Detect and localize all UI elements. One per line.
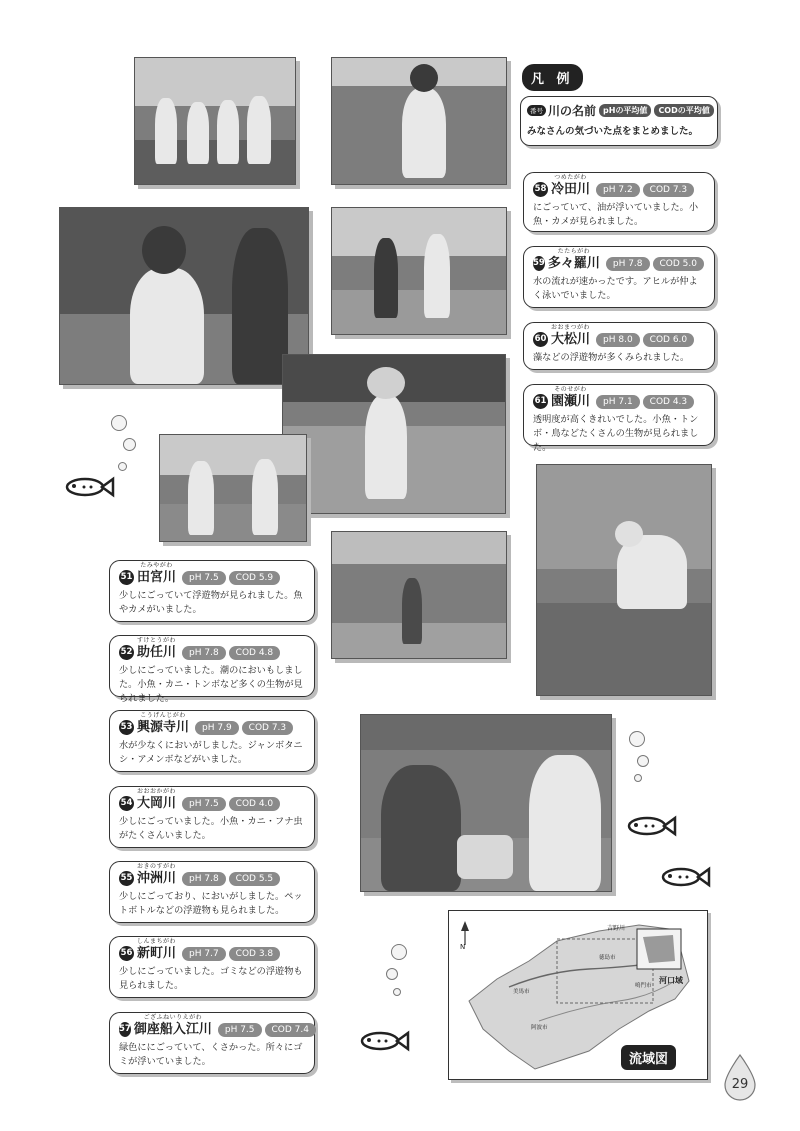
map-label-town-a: 徳島市 bbox=[599, 955, 616, 961]
bubble-icon bbox=[629, 731, 645, 747]
cod-badge: COD 4.3 bbox=[643, 395, 694, 409]
cod-badge: COD 5.9 bbox=[229, 571, 280, 585]
ph-badge: pH 7.8 bbox=[606, 257, 650, 271]
river-description: 少しにごっており、においがしました。ペットボトルなどの浮遊物も見られました。 bbox=[119, 891, 303, 916]
cod-badge: COD 3.8 bbox=[229, 947, 280, 961]
river-number: 61 bbox=[533, 394, 548, 409]
bubble-icon bbox=[386, 968, 398, 980]
river-card-55 bbox=[109, 861, 315, 923]
cod-badge: COD 7.4 bbox=[265, 1023, 316, 1037]
fish-icon bbox=[627, 814, 677, 838]
river-description: 水の流れが速かったです。アヒルが仲よく泳いでいました。 bbox=[533, 276, 698, 301]
river-number: 53 bbox=[119, 720, 134, 735]
legend-number-tag: 番号 bbox=[527, 105, 546, 116]
map-label-town-b: 鳴門市 bbox=[635, 983, 652, 989]
bubble-icon bbox=[123, 438, 136, 451]
fish-icon bbox=[661, 865, 711, 889]
legend-cod-label: CODの平均値 bbox=[654, 104, 713, 117]
river-name: 沖洲川 bbox=[137, 871, 177, 886]
bubble-icon bbox=[391, 944, 407, 960]
cod-badge: COD 7.3 bbox=[242, 721, 293, 735]
river-name: 冷田川 bbox=[551, 182, 591, 197]
photo-group-stairs bbox=[134, 57, 296, 185]
river-number: 58 bbox=[533, 182, 548, 197]
river-ruby: おおまつがわ bbox=[551, 324, 591, 331]
bubble-icon bbox=[634, 774, 642, 782]
photo-two-on-path bbox=[331, 207, 507, 335]
river-description: 少しにごっていました。小魚・カニ・フナ虫がたくさんいました。 bbox=[119, 816, 303, 841]
cod-badge: COD 6.0 bbox=[643, 333, 694, 347]
ph-badge: pH 7.2 bbox=[596, 183, 640, 197]
cod-badge: COD 4.0 bbox=[229, 797, 280, 811]
river-number: 55 bbox=[119, 871, 134, 886]
map-label-north: N bbox=[460, 943, 466, 951]
bubble-icon bbox=[637, 755, 649, 767]
photo-man-rocks bbox=[536, 464, 712, 696]
river-name: 新町川 bbox=[137, 946, 177, 961]
river-ruby: しんまちがわ bbox=[137, 938, 177, 945]
ph-badge: pH 7.5 bbox=[182, 571, 226, 585]
river-number: 51 bbox=[119, 570, 134, 585]
river-card-61 bbox=[523, 384, 715, 453]
river-description: 緑色ににごっていて、くさかった。所々にゴミが浮いていました。 bbox=[119, 1042, 303, 1067]
ph-badge: pH 7.9 bbox=[195, 721, 239, 735]
river-ruby: こうげんじがわ bbox=[140, 712, 186, 719]
cod-badge: COD 7.3 bbox=[643, 183, 694, 197]
cod-badge: COD 4.8 bbox=[229, 646, 280, 660]
bubble-icon bbox=[118, 462, 127, 471]
legend-river-name: 川の名前 bbox=[548, 104, 597, 118]
river-description: 少しにごっていました。潮のにおいもしました。小魚・カニ・トンボなど多くの生物が見られました。 bbox=[119, 665, 303, 704]
river-name: 興源寺川 bbox=[137, 720, 190, 735]
page-number-drop bbox=[722, 1053, 758, 1101]
river-description: 少しにごっていて浮遊物が見られました。魚やカメがいました。 bbox=[119, 590, 303, 615]
photo-adults-car bbox=[159, 434, 307, 542]
river-card-51 bbox=[109, 560, 315, 622]
river-name: 多々羅川 bbox=[547, 256, 600, 271]
ph-badge: pH 7.5 bbox=[218, 1023, 262, 1037]
river-card-54 bbox=[109, 786, 315, 848]
page-number: 29 bbox=[731, 1077, 749, 1092]
river-name: 助任川 bbox=[137, 645, 177, 660]
ph-badge: pH 7.8 bbox=[182, 646, 226, 660]
map-label-town-c: 美馬市 bbox=[513, 989, 530, 995]
legend-box bbox=[520, 96, 718, 146]
river-name: 園瀬川 bbox=[551, 394, 591, 409]
river-description: 少しにごっていました。ゴミなどの浮遊物も見られました。 bbox=[119, 966, 303, 991]
river-number: 56 bbox=[119, 946, 134, 961]
river-description: にごっていて、油が浮いていました。小魚・カメが見られました。 bbox=[533, 202, 699, 227]
river-ruby: つめたがわ bbox=[554, 174, 587, 181]
river-ruby: おおおかがわ bbox=[137, 788, 177, 795]
river-description: 水が少なくにおいがしました。ジャンボタニシ・アメンボなどがいました。 bbox=[119, 740, 303, 765]
river-card-52 bbox=[109, 635, 315, 704]
legend-ph-label: pHの平均値 bbox=[599, 104, 651, 117]
river-ruby: すけとうがわ bbox=[137, 637, 177, 644]
river-name: 大松川 bbox=[551, 332, 591, 347]
map-label-kawaguchi: 河口域 bbox=[659, 976, 683, 985]
map-title: 流域図 bbox=[621, 1045, 676, 1070]
river-card-60 bbox=[523, 322, 715, 370]
fish-icon bbox=[65, 475, 115, 499]
cod-badge: COD 5.5 bbox=[229, 872, 280, 886]
river-name: 御座船入江川 bbox=[133, 1022, 212, 1037]
fish-icon bbox=[360, 1029, 410, 1053]
bubble-icon bbox=[111, 415, 127, 431]
photo-girls-bucket bbox=[360, 714, 612, 892]
river-ruby: ござふねいりえがわ bbox=[143, 1014, 203, 1021]
river-ruby: たみやがわ bbox=[140, 562, 173, 569]
photo-boy-riverbank bbox=[331, 531, 507, 659]
river-name: 田宮川 bbox=[137, 570, 177, 585]
river-number: 54 bbox=[119, 796, 134, 811]
river-ruby: たたらがわ bbox=[557, 248, 591, 255]
ph-badge: pH 7.7 bbox=[182, 947, 226, 961]
river-description: 透明度が高くきれいでした。小魚・トンボ・鳥などたくさんの生物が見られました。 bbox=[533, 414, 699, 453]
river-card-56 bbox=[109, 936, 315, 998]
river-card-58 bbox=[523, 172, 715, 232]
legend-description: みなさんの気づいた点をまとめました。 bbox=[527, 126, 699, 137]
river-number: 57 bbox=[119, 1022, 131, 1037]
river-ruby: おきのすがわ bbox=[137, 863, 177, 870]
river-description: 藻などの浮遊物が多くみられました。 bbox=[533, 352, 690, 363]
legend-title: 凡 例 bbox=[522, 64, 583, 91]
map-label-region: 阿波市 bbox=[531, 1025, 548, 1031]
map-label-river: 吉野川 bbox=[607, 925, 626, 932]
river-card-59 bbox=[523, 246, 715, 308]
photo-girl-clipboard bbox=[331, 57, 507, 185]
river-number: 60 bbox=[533, 332, 548, 347]
river-card-57 bbox=[109, 1012, 315, 1074]
river-number: 52 bbox=[119, 645, 134, 660]
bubble-icon bbox=[393, 988, 401, 996]
river-card-53 bbox=[109, 710, 315, 772]
cod-badge: COD 5.0 bbox=[653, 257, 704, 271]
ph-badge: pH 7.5 bbox=[182, 797, 226, 811]
river-name: 大岡川 bbox=[137, 796, 177, 811]
photo-boy-car bbox=[59, 207, 309, 385]
river-ruby: そのせがわ bbox=[554, 386, 587, 393]
ph-badge: pH 8.0 bbox=[596, 333, 640, 347]
river-number: 59 bbox=[533, 256, 545, 271]
ph-badge: pH 7.1 bbox=[596, 395, 640, 409]
photo-child-shore bbox=[282, 354, 506, 514]
ph-badge: pH 7.8 bbox=[182, 872, 226, 886]
